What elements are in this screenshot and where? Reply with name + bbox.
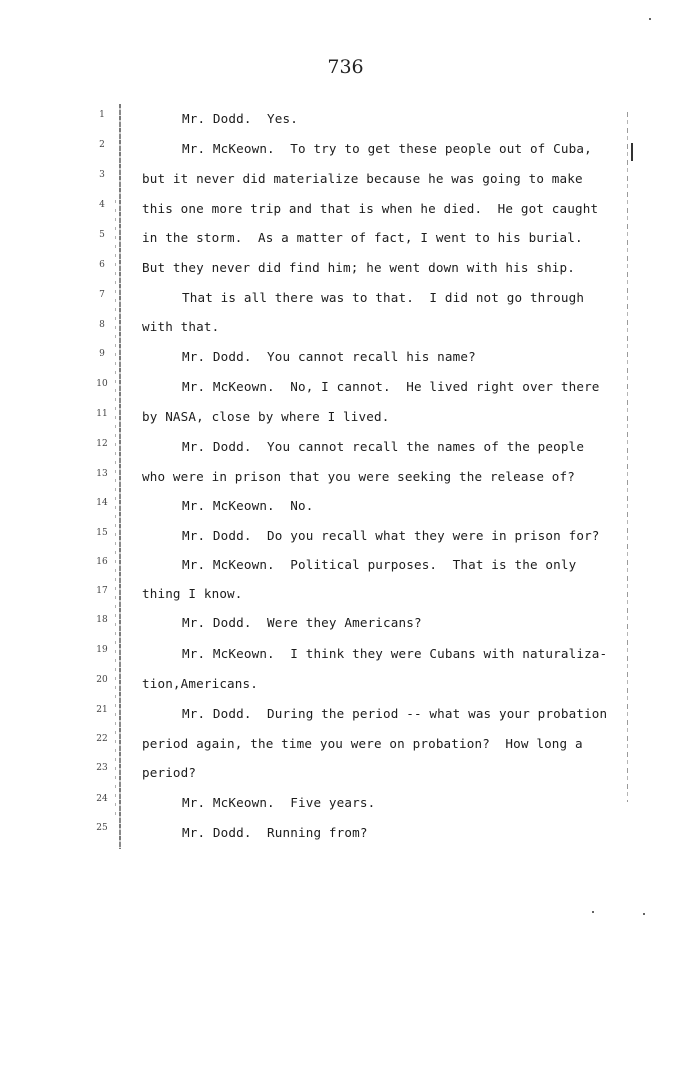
transcript-line: Mr. Dodd. Running from? [182, 825, 368, 840]
line-number: 15 [96, 528, 108, 538]
line-number: 22 [96, 734, 108, 744]
line-number: 18 [96, 615, 108, 625]
line-number: 17 [96, 586, 108, 596]
scan-speck [643, 913, 645, 915]
transcript-line: period again, the time you were on probation? How long a [142, 736, 583, 751]
line-number: 24 [96, 794, 108, 804]
transcript-line: Mr. McKeown. No. [182, 498, 314, 513]
transcript-line: period? [142, 765, 197, 780]
line-number: 25 [96, 823, 108, 833]
transcript-line: Mr. Dodd. You cannot recall his name? [182, 349, 476, 364]
transcript-line: Mr. McKeown. I think they were Cubans with naturaliza- [182, 646, 608, 661]
transcript-line: Mr. Dodd. During the period -- what was your probation [182, 706, 608, 721]
line-number: 1 [99, 110, 105, 120]
transcript-line: But they never did find him; he went down with his ship. [142, 260, 575, 275]
transcript-line: by NASA, close by where I lived. [142, 409, 390, 424]
transcript-line: Mr. Dodd. Do you recall what they were in prison for? [182, 528, 600, 543]
left-margin-rule-secondary [115, 200, 116, 820]
scan-speck [649, 18, 651, 20]
line-number: 16 [96, 557, 108, 567]
page-number: 736 [327, 56, 364, 78]
transcript-line: Mr. McKeown. To try to get these people out of Cuba, [182, 141, 592, 156]
line-number: 4 [99, 200, 105, 210]
left-margin-rule [119, 104, 121, 849]
transcript-line: thing I know. [142, 586, 243, 601]
transcript-line: in the storm. As a matter of fact, I went to his burial. [142, 230, 583, 245]
line-number: 23 [96, 763, 108, 773]
right-margin-mark [631, 143, 633, 161]
line-number: 9 [99, 349, 105, 359]
transcript-line: Mr. Dodd. Yes. [182, 111, 298, 126]
transcript-line: this one more trip and that is when he died. He got caught [142, 201, 599, 216]
right-margin-rule [627, 112, 628, 802]
line-number: 2 [99, 140, 105, 150]
transcript-line: who were in prison that you were seeking the release of? [142, 469, 575, 484]
line-number: 13 [96, 469, 108, 479]
line-number: 11 [96, 409, 108, 419]
line-number: 10 [96, 379, 108, 389]
line-number: 19 [96, 645, 108, 655]
line-number: 3 [99, 170, 105, 180]
transcript-line: That is all there was to that. I did not go through [182, 290, 585, 305]
line-number: 21 [96, 705, 108, 715]
transcript-line: Mr. McKeown. Five years. [182, 795, 376, 810]
line-number: 7 [99, 290, 105, 300]
line-number: 14 [96, 498, 108, 508]
line-number: 6 [99, 260, 105, 270]
transcript-line: Mr. Dodd. Were they Americans? [182, 615, 422, 630]
transcript-line: Mr. McKeown. No, I cannot. He lived right over there [182, 379, 600, 394]
line-number: 5 [99, 230, 105, 240]
scan-speck [592, 911, 594, 913]
transcript-line: tion,Americans. [142, 676, 258, 691]
transcript-line: with that. [142, 319, 220, 334]
transcript-line: but it never did materialize because he was going to make [142, 171, 583, 186]
transcript-line: Mr. Dodd. You cannot recall the names of the people [182, 439, 585, 454]
line-number: 12 [96, 439, 108, 449]
line-number: 8 [99, 320, 105, 330]
line-number: 20 [96, 675, 108, 685]
transcript-line: Mr. McKeown. Political purposes. That is the only [182, 557, 577, 572]
